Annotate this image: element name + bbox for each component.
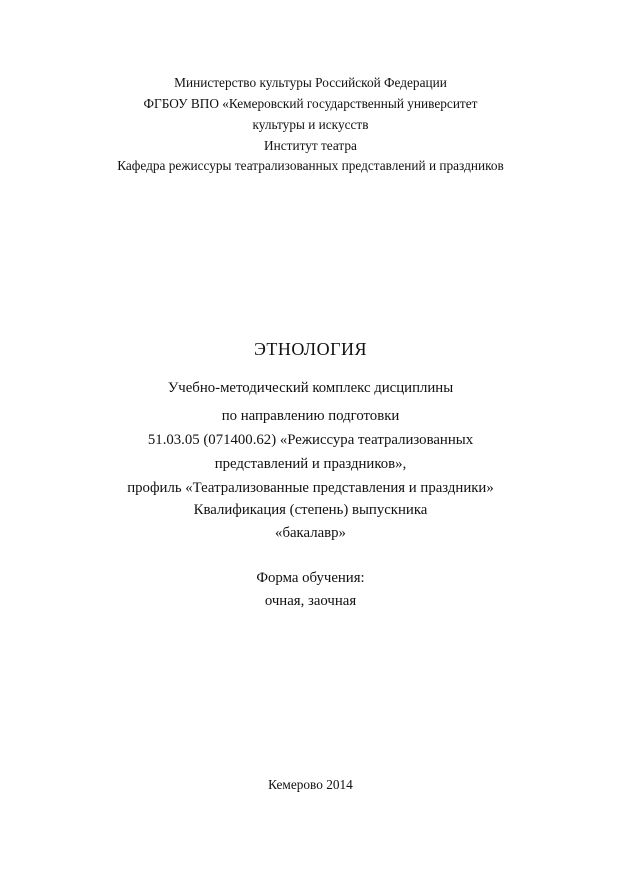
university-line-2: культуры и искусств — [252, 117, 369, 132]
subtitle-line: Учебно-методический комплекс дисциплины — [167, 380, 454, 396]
degree-line: «бакалавр» — [275, 525, 346, 541]
direction-code-line-2: представлений и праздников», — [214, 456, 407, 472]
study-form-label: Форма обучения: — [256, 570, 365, 586]
direction-intro-line: по направлению подготовки — [221, 408, 400, 424]
university-line-1: ФГБОУ ВПО «Кемеровский государственный университет — [143, 96, 478, 111]
city-year-line: Кемерово 2014 — [268, 777, 353, 792]
study-form-value: очная, заочная — [264, 593, 357, 609]
institute-line: Институт театра — [264, 138, 357, 153]
ministry-line: Министерство культуры Российской Федерации — [174, 75, 447, 90]
department-line: Кафедра режиссуры театрализованных представлений и праздников — [117, 158, 504, 173]
document-title: ЭТНОЛОГИЯ — [253, 339, 368, 359]
qualification-line: Квалификация (степень) выпускника — [193, 502, 428, 518]
profile-line: профиль «Театрализованные представления и праздники» — [127, 480, 494, 496]
direction-code-line-1: 51.03.05 (071400.62) «Режиссура театрализованных — [147, 432, 474, 448]
